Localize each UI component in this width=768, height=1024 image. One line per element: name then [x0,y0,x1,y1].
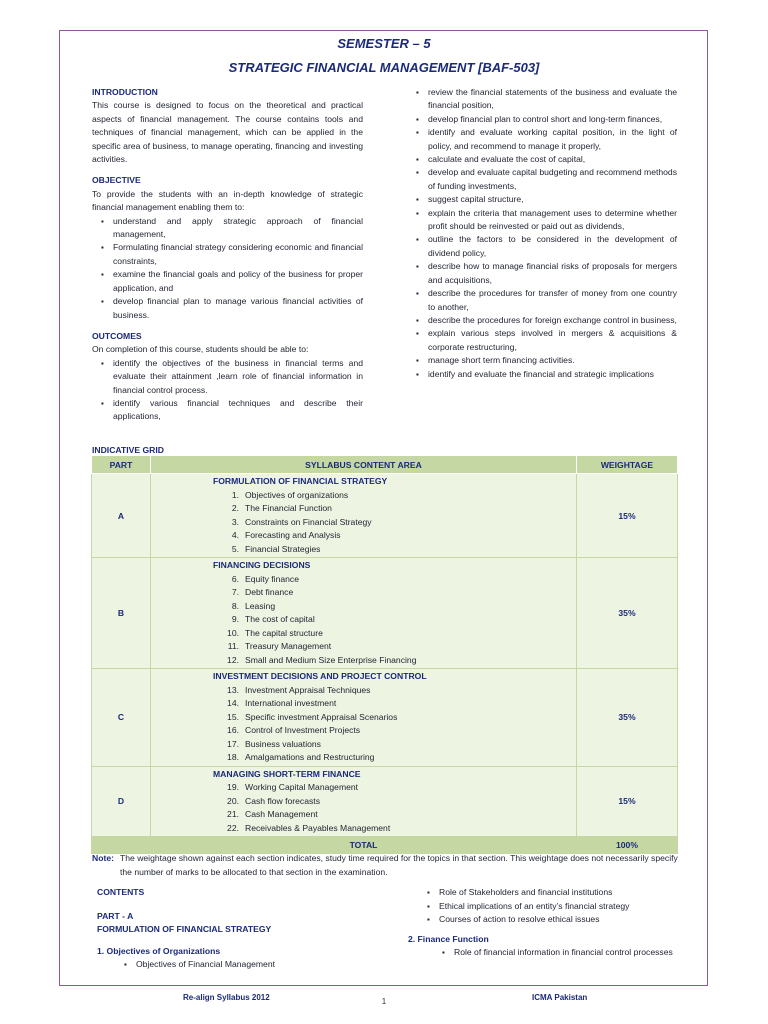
table-header-row [92,456,678,474]
right-column [415,86,677,381]
indicative-grid-label: INDICATIVE GRID [92,445,164,455]
syllabus-item: 15. Specific investment Appraisal Scenarios [227,711,398,722]
table-row [92,669,678,767]
list-item: ▪ manage short term financing activities. [415,354,677,367]
outcomes-list-continued [415,86,677,381]
outcomes-heading: OUTCOMES [92,330,142,341]
list-item: ▪ review the financial statements of the business and evaluate the financial position, [415,86,677,113]
column-header-weightage: WEIGHTAGE [577,456,678,474]
section-title: INVESTMENT DECISIONS AND PROJECT CONTROL [213,671,427,681]
list-item: ▪ identify and evaluate working capital position, in the light of policy, and recommend to manage it properly, [415,126,677,153]
content-cell [151,766,577,837]
list-item: ▪ develop financial plan to control short and long-term finances, [415,113,677,126]
objective-text: To provide the students with an in-depth knowledge of strategic financial management enabling them to: [92,188,363,213]
note-text: The weightage shown against each section indicates, study time required for the topics in that section. This weightage does not necessarily specify the number of marks to be allocated to that section in the examination. [120,853,678,877]
contents-right [408,886,678,960]
contents-left [97,886,397,972]
syllabus-item: 1. Objectives of organizations [231,489,349,500]
list-item: ▪ understand and apply strategic approach of financial management, [92,215,363,242]
list-item: ▪ identify the objectives of the business in financial terms and evaluate their attainment ,learn role of financial information in financial control process. [92,357,363,397]
total-weightage: 100% [577,837,678,854]
footer-right: ICMA Pakistan [532,993,588,1002]
list-item: ▪ suggest capital structure, [415,193,677,206]
part-cell: B [92,558,151,669]
page-number: 1 [381,997,387,1006]
part-cell: A [92,474,151,558]
total-label: TOTAL [151,837,577,854]
outcomes-list [92,357,363,424]
syllabus-item: 13. Investment Appraisal Techniques [227,684,371,695]
list-item: ▪ explain the criteria that management uses to determine whether profit should be reinvested or paid out as dividends, [415,207,677,234]
part-heading: PART - A [97,910,134,921]
weightage-cell: 35% [577,669,678,767]
syllabus-item: 18. Amalgamations and Restructuring [227,752,375,762]
list-item: ▪ Ethical implications of an entity’s financial strategy [418,900,678,914]
content-cell [151,474,577,558]
syllabus-item: 10. The capital structure [227,627,323,638]
syllabus-item: 14. International investment [227,698,337,708]
syllabus-item: 11. Treasury Management [227,641,332,651]
syllabus-item: 16. Control of Investment Projects [227,725,361,735]
list-item: ▪ describe the procedures for foreign exchange control in business, [415,314,677,327]
section-1-list [97,958,397,972]
part-title: FORMULATION OF FINANCIAL STRATEGY [97,924,272,934]
weightage-cell: 15% [577,766,678,837]
syllabus-item: 21. Cash Management [227,809,318,819]
syllabus-item: 17. Business valuations [227,738,321,749]
syllabus-item: 6. Equity finance [231,573,299,584]
list-item: ▪ describe how to manage financial risks of proposals for mergers and acquisitions, [415,260,677,287]
list-item: ▪ Role of financial information in financial control processes [433,946,678,960]
syllabus-item: 8. Leasing [231,600,276,611]
syllabus-item: 4. Forecasting and Analysis [231,530,341,540]
weightage-cell: 35% [577,558,678,669]
semester-heading: SEMESTER – 5 [337,36,431,51]
list-item: ▪ Formulating financial strategy considering economic and financial constraints, [92,241,363,268]
section-title: FORMULATION OF FINANCIAL STRATEGY [213,476,388,486]
list-item: ▪ identify and evaluate the financial and strategic implications [415,368,677,381]
introduction-text: This course is designed to focus on the theoretical and practical aspects of financial management. The course contains tools and techniques of financial management, which can be applied in the specific area of business, to manage operating, financing and investing activities. [92,100,363,165]
note-label: Note: [92,853,114,863]
list-item: ▪ Role of Stakeholders and financial institutions [418,886,678,900]
content-cell [151,558,577,669]
footer-left: Re-align Syllabus 2012 [183,993,270,1002]
left-column [92,86,363,424]
list-item: ▪ explain various steps involved in mergers & acquisitions & corporate restructuring, [415,327,677,354]
syllabus-item: 22. Receivables & Payables Management [227,822,391,833]
list-item: ▪ Objectives of Financial Management [115,958,397,972]
table-row [92,766,678,837]
syllabus-item: 19. Working Capital Management [227,782,359,792]
syllabus-item: 20. Cash flow forecasts [227,795,320,806]
syllabus-item: 9. The cost of capital [231,614,315,624]
list-item: ▪ identify various financial techniques and describe their applications, [92,397,363,424]
syllabus-item: 7. Debt finance [231,587,294,597]
syllabus-item: 3. Constraints on Financial Strategy [231,516,372,527]
course-title: STRATEGIC FINANCIAL MANAGEMENT [BAF-503] [228,60,540,75]
list-item: ▪ develop and evaluate capital budgeting and recommend methods of funding investments, [415,166,677,193]
list-item: ▪ examine the financial goals and policy of the business for proper application, and [92,268,363,295]
introduction-heading: INTRODUCTION [92,87,158,97]
syllabus-item: 12. Small and Medium Size Enterprise Financing [227,654,417,665]
list-item: ▪ develop financial plan to manage various financial activities of business. [92,295,363,322]
section-title: FINANCING DECISIONS [213,560,311,570]
syllabus-item: 5. Financial Strategies [231,543,321,554]
weightage-cell: 15% [577,474,678,558]
section-2-title: 2. Finance Function [408,933,489,944]
column-header-part: PART [92,456,151,474]
part-cell: C [92,669,151,767]
objective-list [92,215,363,322]
objective-heading: OBJECTIVE [92,175,141,186]
outcomes-text: On completion of this course, students should be able to: [92,344,309,355]
indicative-grid-table [91,455,678,854]
section-title: MANAGING SHORT-TERM FINANCE [213,768,361,779]
content-cell [151,669,577,767]
section-1-title: 1. Objectives of Organizations [97,945,221,956]
syllabus-item: 2. The Financial Function [231,503,332,513]
part-cell: D [92,766,151,837]
note [92,851,678,879]
list-item: ▪ Courses of action to resolve ethical issues [418,913,678,927]
column-header-content: SYLLABUS CONTENT AREA [151,456,577,474]
list-item: ▪ outline the factors to be considered in the development of dividend policy, [415,233,677,260]
table-row [92,474,678,558]
list-item: ▪ calculate and evaluate the cost of capital, [415,153,677,166]
table-row [92,558,678,669]
section-2-list [408,946,678,960]
list-item: ▪ describe the procedures for transfer of money from one country to another, [415,287,677,314]
contents-heading: CONTENTS [97,887,145,897]
section-1-list-continued [408,886,678,927]
